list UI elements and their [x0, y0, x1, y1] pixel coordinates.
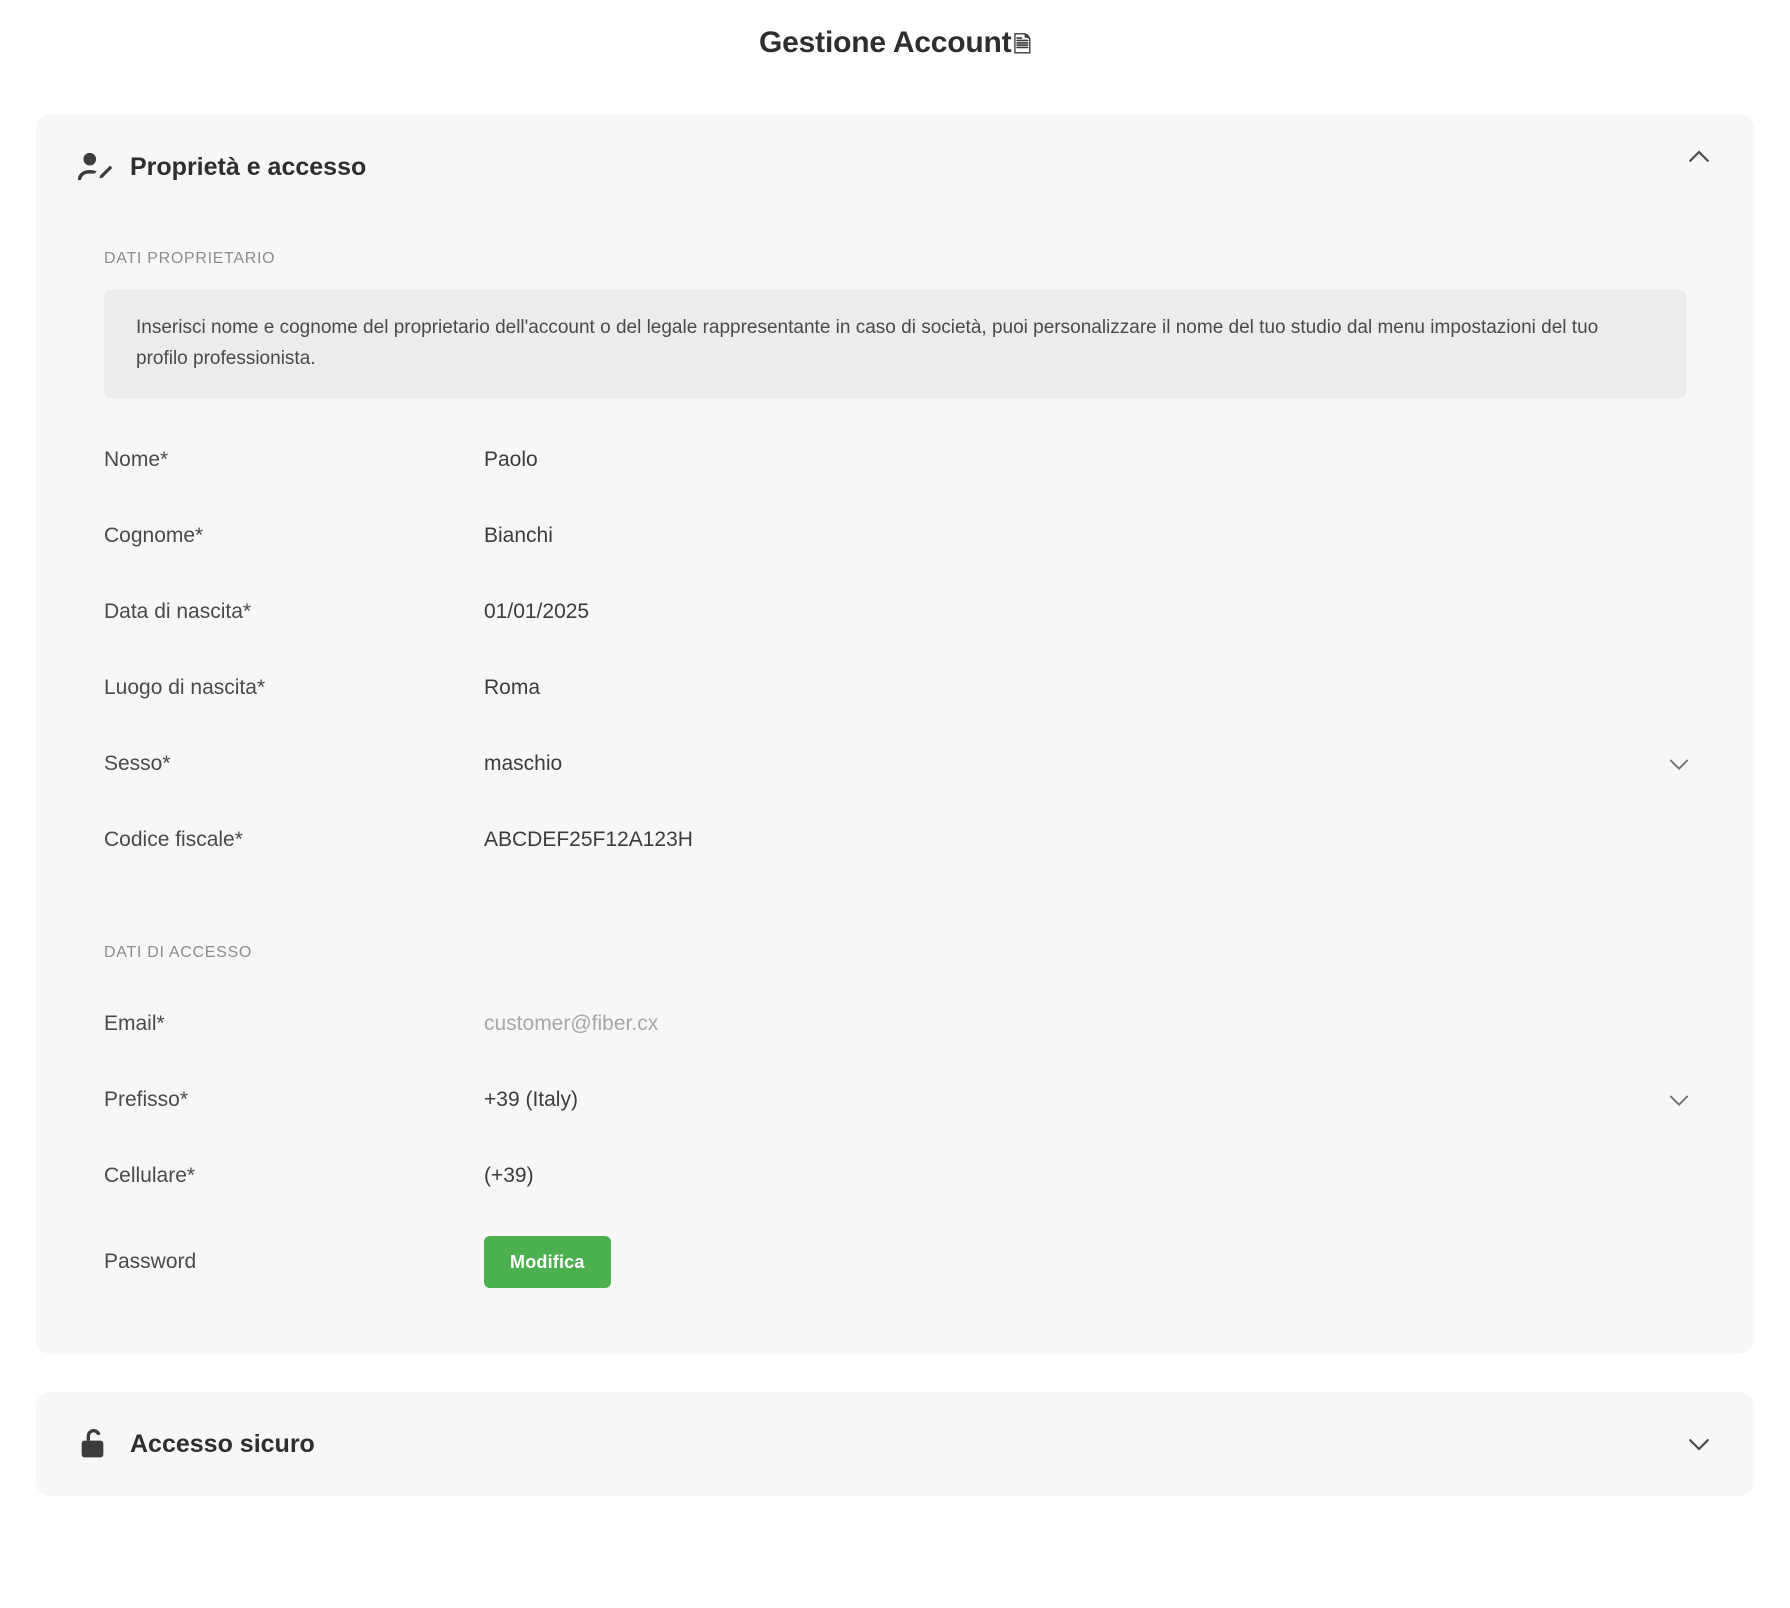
field-label-sesso: Sesso* — [104, 752, 171, 775]
field-label-password: Password — [104, 1250, 197, 1273]
field-row-sesso — [36, 726, 1754, 802]
chevron-down-icon-sesso[interactable] — [1664, 749, 1694, 779]
field-value-cognome[interactable]: Bianchi — [484, 524, 553, 547]
field-value-sesso[interactable]: maschio — [484, 752, 563, 775]
field-row-prefisso — [36, 1062, 1754, 1138]
field-row-codice-fiscale — [36, 802, 1754, 878]
group-label-dati-proprietario: DATI PROPRIETARIO — [104, 250, 276, 267]
modify-password-button[interactable]: Modifica — [484, 1236, 611, 1288]
page-title-text: Gestione Account — [759, 26, 1012, 59]
field-row-nome — [36, 422, 1754, 498]
section-header-proprieta-e-accesso[interactable] — [36, 114, 1754, 200]
section-title: Accesso sicuro — [130, 1429, 315, 1458]
field-label-nome: Nome* — [104, 448, 169, 471]
chevron-down-icon-prefisso[interactable] — [1664, 1085, 1694, 1115]
section-accesso-sicuro — [36, 1392, 1754, 1496]
field-row-cognome — [36, 498, 1754, 574]
field-label-prefisso: Prefisso* — [104, 1088, 189, 1111]
page-title — [0, 0, 1790, 60]
field-row-luogo-di-nascita — [36, 650, 1754, 726]
field-row-cellulare — [36, 1138, 1754, 1214]
field-label-cellulare: Cellulare* — [104, 1164, 196, 1187]
chevron-up-icon[interactable] — [1682, 140, 1716, 174]
field-label-codice-fiscale: Codice fiscale* — [104, 828, 243, 851]
fields-dati-proprietario — [36, 398, 1754, 878]
fields-dati-di-accesso — [36, 962, 1754, 1310]
field-value-email[interactable]: customer@fiber.cx — [484, 1012, 659, 1035]
unlocked-padlock-icon — [72, 1421, 118, 1467]
field-value-nome[interactable]: Paolo — [484, 448, 538, 471]
field-value-luogo-di-nascita[interactable]: Roma — [484, 676, 541, 699]
group-label-dati-di-accesso: DATI DI ACCESSO — [104, 944, 253, 961]
field-label-data-di-nascita: Data di nascita* — [104, 600, 252, 623]
user-edit-icon — [72, 144, 118, 190]
field-label-email: Email* — [104, 1012, 165, 1035]
chevron-down-icon[interactable] — [1682, 1427, 1716, 1461]
info-note-dati-proprietario: Inserisci nome e cognome del proprietario dell'account o del legale rappresentante in caso di società, puoi personalizzare il nome del tuo studio dal menu impostazioni del tuo profilo professionista. — [104, 290, 1686, 398]
field-label-cognome: Cognome* — [104, 524, 204, 547]
field-row-password — [36, 1214, 1754, 1310]
section-title: Proprietà e accesso — [130, 152, 367, 181]
field-label-luogo-di-nascita: Luogo di nascita* — [104, 676, 266, 699]
document-icon: 🗎 — [1013, 32, 1031, 57]
field-row-data-di-nascita — [36, 574, 1754, 650]
field-value-codice-fiscale[interactable]: ABCDEF25F12A123H — [484, 828, 693, 851]
field-row-email — [36, 986, 1754, 1062]
field-value-cellulare[interactable]: (+39) — [484, 1164, 534, 1187]
section-header-accesso-sicuro[interactable] — [36, 1392, 1754, 1496]
field-value-prefisso[interactable]: +39 (Italy) — [484, 1088, 578, 1111]
field-value-data-di-nascita[interactable]: 01/01/2025 — [484, 600, 590, 623]
section-proprieta-e-accesso — [36, 114, 1754, 1354]
